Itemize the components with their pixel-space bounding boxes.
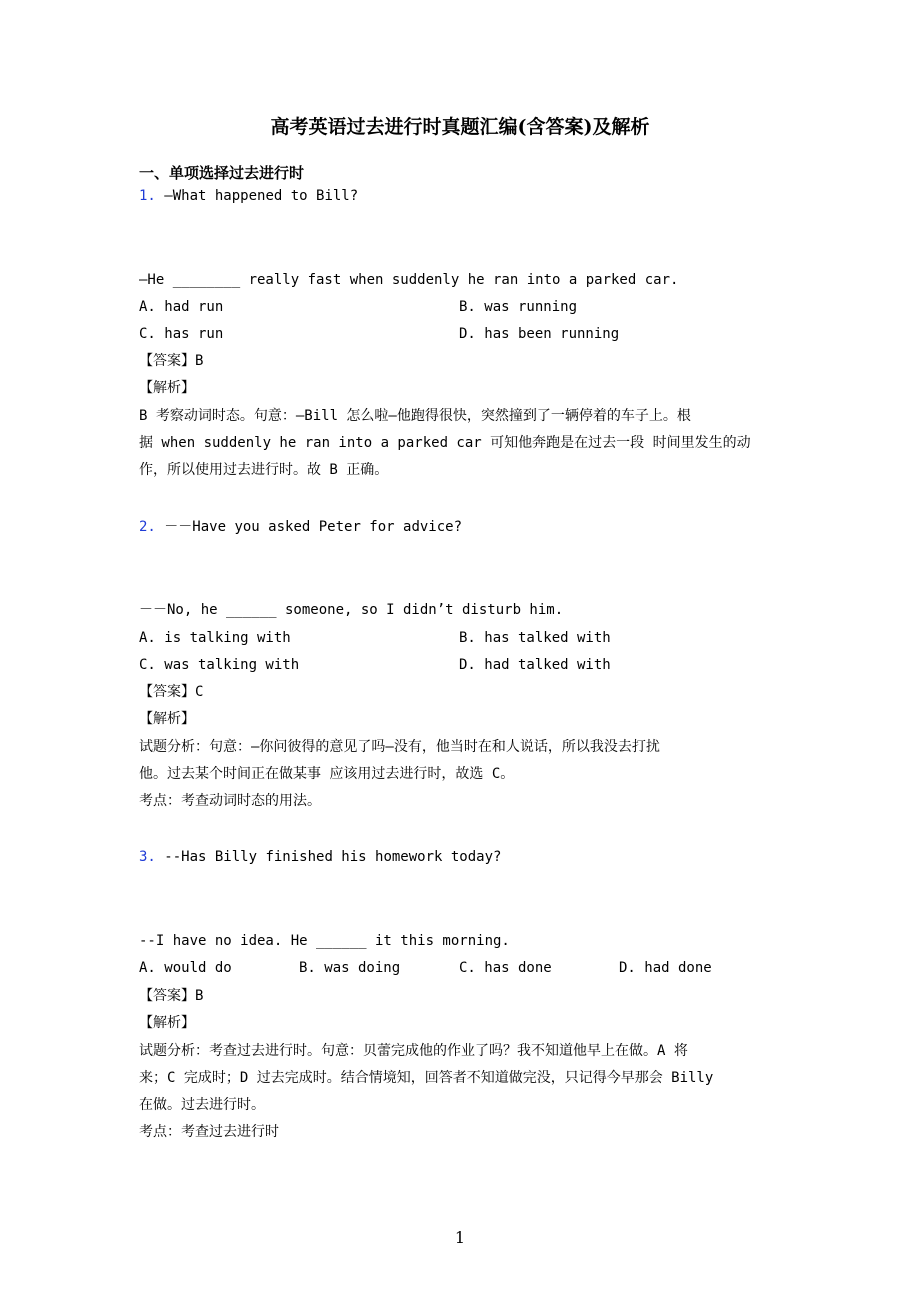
q3-option-b: B. was doing (299, 960, 401, 976)
q1-analysis-line: 作，所以使用过去进行时。故 B 正确。 (139, 462, 389, 478)
question-1-stem (139, 186, 358, 206)
question-3-number: 3. (139, 849, 156, 865)
page-number: 1 (454, 1228, 466, 1247)
question-1-prompt: —What happened to Bill? (164, 188, 359, 204)
question-1-number: 1. (139, 188, 156, 204)
q2-option-b: B. has talked with (459, 630, 611, 646)
question-2-number: 2. (139, 519, 156, 535)
q3-analysis-line: 来；C 完成时；D 过去完成时。结合情境知，回答者不知道做完没，只记得今早那会 Billy (139, 1070, 714, 1086)
question-1-sentence: —He ________ really fast when suddenly he ran into a parked car. (139, 272, 679, 288)
question-2-stem (139, 517, 462, 537)
q3-answer: 【答案】B (139, 988, 204, 1004)
q3-option-d: D. had done (619, 960, 712, 976)
question-3-stem (139, 847, 501, 867)
q2-analysis-line: 试题分析：句意：—你问彼得的意见了吗—没有，他当时在和人说话，所以我没去打扰 (139, 739, 660, 755)
q1-option-a: A. had run (139, 299, 224, 315)
q1-option-c: C. has run (139, 326, 224, 342)
q2-option-d: D. had talked with (459, 657, 611, 673)
q3-analysis-line: 在做。过去进行时。 (139, 1097, 265, 1113)
q2-analysis-line: 他。过去某个时间正在做某事 应该用过去进行时，故选 C。 (139, 766, 515, 782)
q3-analysis-label: 【解析】 (139, 1015, 195, 1031)
section-heading: 一、单项选择过去进行时 (139, 164, 305, 182)
question-3-sentence: --I have no idea. He ______ it this morning. (139, 933, 510, 949)
q2-option-a: A. is talking with (139, 630, 291, 646)
question-2-prompt: －－Have you asked Peter for advice? (164, 519, 463, 535)
q3-option-c: C. has done (459, 960, 552, 976)
q1-analysis-line: 据 when suddenly he ran into a parked car 可知他奔跑是在过去一段 时间里发生的动 (139, 435, 751, 451)
q3-analysis-line: 考点：考查过去进行时 (139, 1124, 279, 1140)
q1-analysis-line: B 考察动词时态。句意：—Bill 怎么啦—他跑得很快，突然撞到了一辆停着的车子上。根 (139, 408, 691, 424)
q1-option-b: B. was running (459, 299, 578, 315)
q1-option-d: D. has been running (459, 326, 620, 342)
q3-analysis-line: 试题分析：考查过去进行时。句意：贝蕾完成他的作业了吗？我不知道他早上在做。A 将 (139, 1043, 688, 1059)
q2-analysis-label: 【解析】 (139, 711, 195, 727)
q2-option-c: C. was talking with (139, 657, 300, 673)
q1-analysis-label: 【解析】 (139, 380, 195, 396)
page-title: 高考英语过去进行时真题汇编(含答案)及解析 (270, 116, 650, 138)
q1-answer: 【答案】B (139, 353, 204, 369)
q3-option-a: A. would do (139, 960, 232, 976)
q2-analysis-line: 考点：考查动词时态的用法。 (139, 793, 321, 809)
question-2-sentence: －－No, he ______ someone, so I didn’t disturb him. (139, 602, 564, 618)
q2-answer: 【答案】C (139, 684, 204, 700)
question-3-prompt: --Has Billy finished his homework today? (164, 849, 502, 865)
